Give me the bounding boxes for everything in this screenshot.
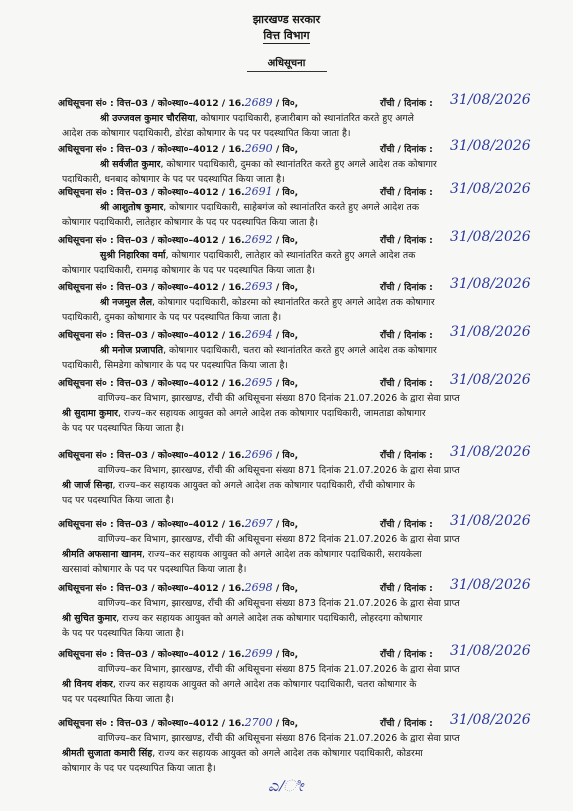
officer-name: श्री आशुतोष कुमार [100,202,164,213]
notification-date: 31/08/2026 [450,181,531,197]
officer-name: सुश्री निहारिका वर्मा [100,250,166,261]
ranchi-date-label: राँची / दिनांक : [380,583,433,594]
government-heading: झारखण्ड सरकार [252,13,321,26]
notification-number: 2697 [244,517,273,530]
notification-number: 2696 [244,448,273,461]
entry-headline [58,647,298,660]
ranchi-date-label: राँची / दिनांक : [380,718,433,729]
dept-suffix: / वि०, [275,187,299,198]
entry-body-line: पदाधिकारी, दुमका कोषागार के पद पर पदस्थापित किया जाता है। [62,312,282,323]
notification-number-label: अधिसूचना सं० : [58,519,114,530]
dept-suffix: / वि०, [275,450,299,461]
notification-date: 31/08/2026 [450,324,531,340]
entry-text: , कोषागार पदाधिकारी, लातेहार को स्थानांतरित करते हुए अगले आदेश तक [165,250,416,261]
ranchi-date-label: राँची / दिनांक : [380,235,433,246]
file-code: वित्त–03 / को०स्था०–4012 / 16. [116,330,245,341]
entry-preamble: वाणिज्य–कर विभाग, झारखण्ड, राँची की अधिसूचना संख्या 873 दिनांक 21.07.2026 के द्वारा सेवा प्राप्त [98,598,460,609]
notification-number: 2690 [244,142,273,155]
file-code: वित्त–03 / को०स्था०–4012 / 16. [116,187,245,198]
notification-number: 2693 [244,280,273,293]
file-code: वित्त–03 / को०स्था०–4012 / 16. [116,583,245,594]
file-code: वित्त–03 / को०स्था०–4012 / 16. [116,378,245,389]
entry-body-line [100,248,415,261]
entry-body-line: कोषागार पदाधिकारी, लातेहार कोषागार के पद पर पदस्थापित किया जाता है। [62,217,318,228]
notification-number: 2698 [244,581,273,594]
notification-date: 31/08/2026 [450,276,531,292]
entry-body-line [62,406,426,419]
notification-date: 31/08/2026 [450,444,531,460]
entry-body-line: के पद पर पदस्थापित किया जाता है। [62,423,184,434]
ranchi-date-label: राँची / दिनांक : [380,187,433,198]
notification-date: 31/08/2026 [450,92,531,108]
notification-number-label: अधिसूचना सं० : [58,98,114,109]
dept-suffix: / वि०, [275,378,299,389]
notification-date: 31/08/2026 [450,138,531,154]
entry-body-line: आदेश तक कोषागार पदाधिकारी, डोरंडा कोषागार के पद पर पदस्थापित किया जाता है। [62,128,351,139]
file-code: वित्त–03 / को०स्था०–4012 / 16. [116,450,245,461]
entry-body-line [62,478,415,491]
entry-text: , कोषागार पदाधिकारी, कोडरमा को स्थानांतरित करते हुए अगले आदेश तक कोषागार [152,297,435,308]
notification-number-label: अधिसूचना सं० : [58,282,114,293]
file-code: वित्त–03 / को०स्था०–4012 / 16. [116,144,245,155]
officer-name: श्रीमति अफसाना खानम [62,549,142,560]
dept-suffix: / वि०, [275,649,299,660]
entry-body-line [100,200,419,213]
file-code: वित्त–03 / को०स्था०–4012 / 16. [116,519,245,530]
notification-number: 2699 [244,647,273,660]
file-code: वित्त–03 / को०स्था०–4012 / 16. [116,98,245,109]
title-divider [247,71,327,72]
signature: ಎ/ೀ [268,776,304,795]
notification-number: 2695 [244,376,273,389]
officer-name: श्री सुचित कुमार [62,613,117,624]
notification-date: 31/08/2026 [450,372,531,388]
entry-headline [58,280,298,293]
entry-body-line [62,677,416,690]
notification-number-label: अधिसूचना सं० : [58,718,114,729]
notification-number: 2691 [244,185,273,198]
file-code: वित्त–03 / को०स्था०–4012 / 16. [116,282,245,293]
notification-date: 31/08/2026 [450,577,531,593]
ranchi-date-label: राँची / दिनांक : [380,282,433,293]
dept-suffix: / वि०, [275,718,299,729]
entry-headline [58,328,298,341]
officer-name: श्रीमती सुजाता कमारी सिंह [62,748,153,759]
officer-name: श्री उज्जवल कुमार चौरसिया [100,113,195,124]
ranchi-date-label: राँची / दिनांक : [380,519,433,530]
file-code: वित्त–03 / को०स्था०–4012 / 16. [116,235,245,246]
entry-text: , राज्य कर सहायक आयुक्त को अगले आदेश तक कोषागार पदाधिकारी, चतरा कोषागार के [112,679,417,690]
notification-date: 31/08/2026 [450,513,531,529]
notification-number-label: अधिसूचना सं० : [58,450,114,461]
entry-headline [58,517,298,530]
notification-number: 2692 [244,233,273,246]
notification-number: 2694 [244,328,273,341]
file-code: वित्त–03 / को०स्था०–4012 / 16. [116,649,245,660]
entry-preamble: वाणिज्य–कर विभाग, झारखण्ड, राँची की अधिसूचना संख्या 876 दिनांक 21.07.2026 के द्वारा सेवा प्राप्त [98,733,460,744]
entry-text: , राज्य कर सहायक आयुक्त को अगले आदेश तक कोषागार पदाधिकारी, कोडरमा [152,748,423,759]
notification-number-label: अधिसूचना सं० : [58,330,114,341]
ranchi-date-label: राँची / दिनांक : [380,330,433,341]
ranchi-date-label: राँची / दिनांक : [380,450,433,461]
entry-text: , कोषागार पदाधिकारी, चतरा को स्थानांतरित करते हुए अगले आदेश तक कोषागार [163,345,437,356]
notification-number: 2700 [244,716,273,729]
dept-suffix: / वि०, [275,98,299,109]
notification-number-label: अधिसूचना सं० : [58,378,114,389]
officer-name: श्री जार्ज सिन्हा [62,480,113,491]
entry-text: , कोषागार पदाधिकारी, हजारीबाग को स्थानांतरित करते हुए अगले [195,113,414,124]
entry-headline [58,185,298,198]
entry-body-line [62,746,423,759]
ranchi-date-label: राँची / दिनांक : [380,378,433,389]
entry-text: , कोषागार पदाधिकारी, साहेबगंज को स्थानांतरित करते हुए अगले आदेश तक [163,202,419,213]
ranchi-date-label: राँची / दिनांक : [380,98,433,109]
entry-body-line [62,611,422,624]
entry-headline [58,233,298,246]
notification-number-label: अधिसूचना सं० : [58,583,114,594]
entry-text: , राज्य–कर सहायक आयुक्त को अगले आदेश तक कोषागार पदाधिकारी, जामताडा कोषागार [117,408,426,419]
officer-name: श्री सर्वजीत कुमार [100,159,161,170]
dept-suffix: / वि०, [275,282,299,293]
notification-number-label: अधिसूचना सं० : [58,187,114,198]
notification-date: 31/08/2026 [450,712,531,728]
officer-name: श्री सुदामा कुमार [62,408,118,419]
entry-body-line [62,547,422,560]
dept-suffix: / वि०, [275,330,299,341]
notification-number-label: अधिसूचना सं० : [58,144,114,155]
entry-headline [58,376,298,389]
ranchi-date-label: राँची / दिनांक : [380,649,433,660]
entry-text: , राज्य कर सहायक आयुक्त को अगले आदेश तक कोषागार पदाधिकारी, लोहरदगा कोषागार [116,613,423,624]
notification-number-label: अधिसूचना सं० : [58,235,114,246]
entry-body-line: खरसावां कोषागार के पद पर पदस्थापित किया जाता है। [62,564,247,575]
entry-headline [58,581,298,594]
entry-preamble: वाणिज्य–कर विभाग, झारखण्ड, राँची की अधिसूचना संख्या 875 दिनांक 21.07.2026 के द्वारा सेवा प्राप्त [98,664,460,675]
file-code: वित्त–03 / को०स्था०–4012 / 16. [116,718,245,729]
entry-preamble: वाणिज्य–कर विभाग, झारखण्ड, राँची की अधिसूचना संख्या 871 दिनांक 21.07.2026 के द्वारा सेवा प्राप्त [98,465,460,476]
entry-body-line: पद पर पदस्थापित किया जाता है। [62,694,174,705]
notification-title: अधिसूचना [267,58,306,69]
entry-body-line: पदाधिकारी, सिमडेगा कोषागार के पद पर पदस्थापित किया जाता है। [62,360,288,371]
officer-name: श्री नजमुल लैल [100,297,152,308]
dept-suffix: / वि०, [275,583,299,594]
entry-body-line [100,111,414,124]
ranchi-date-label: राँची / दिनांक : [380,144,433,155]
entry-body-line: पदाधिकारी, धनबाद कोषागार के पद पर पदस्थापित किया जाता है। [62,174,285,185]
dept-suffix: / वि०, [275,144,299,155]
department-heading: वित्त विभाग [263,29,310,42]
entry-body-line: कोषागार के पद पर पदस्थापित किया जाता है। [62,763,216,774]
entry-text: , राज्य–कर सहायक आयुक्त को अगले आदेश तक कोषागार पदाधिकारी, राँची कोषागार के [112,480,415,491]
entry-headline [58,448,298,461]
officer-name: श्री विनय शंकर [62,679,113,690]
entry-body-line: पद पर पदस्थापित किया जाता है। [62,495,174,506]
entry-body-line [100,295,435,308]
officer-name: श्री मनोज प्रजापति [100,345,164,356]
entry-body-line: के पद पर पदस्थापित किया जाता है। [62,628,184,639]
entry-headline [58,96,298,109]
entry-text: , कोषागार पदाधिकारी, दुमका को स्थानांतरित करते हुए अगले आदेश तक कोषागार [160,159,437,170]
entry-headline [58,142,298,155]
entry-body-line: कोषागार पदाधिकारी, रामगढ़ कोषागार के पद पर पदस्थापित किया जाता है। [62,265,316,276]
entry-text: , राज्य–कर सहायक आयुक्त को अगले आदेश तक कोषागार पदाधिकारी, सरायकेला [142,549,422,560]
entry-preamble: वाणिज्य–कर विभाग, झारखण्ड, राँची की अधिसूचना संख्या 872 दिनांक 21.07.2026 के द्वारा सेवा प्राप्त [98,534,460,545]
notification-date: 31/08/2026 [450,643,531,659]
entry-body-line [100,343,437,356]
entry-headline [58,716,298,729]
notification-number-label: अधिसूचना सं० : [58,649,114,660]
dept-suffix: / वि०, [275,235,299,246]
dept-suffix: / वि०, [275,519,299,530]
entry-body-line [100,157,437,170]
notification-date: 31/08/2026 [450,229,531,245]
entry-preamble: वाणिज्य–कर विभाग, झारखण्ड, राँची की अधिसूचना संख्या 870 दिनांक 21.07.2026 के द्वारा सेवा प्राप्त [98,393,460,404]
notification-number: 2689 [244,96,273,109]
